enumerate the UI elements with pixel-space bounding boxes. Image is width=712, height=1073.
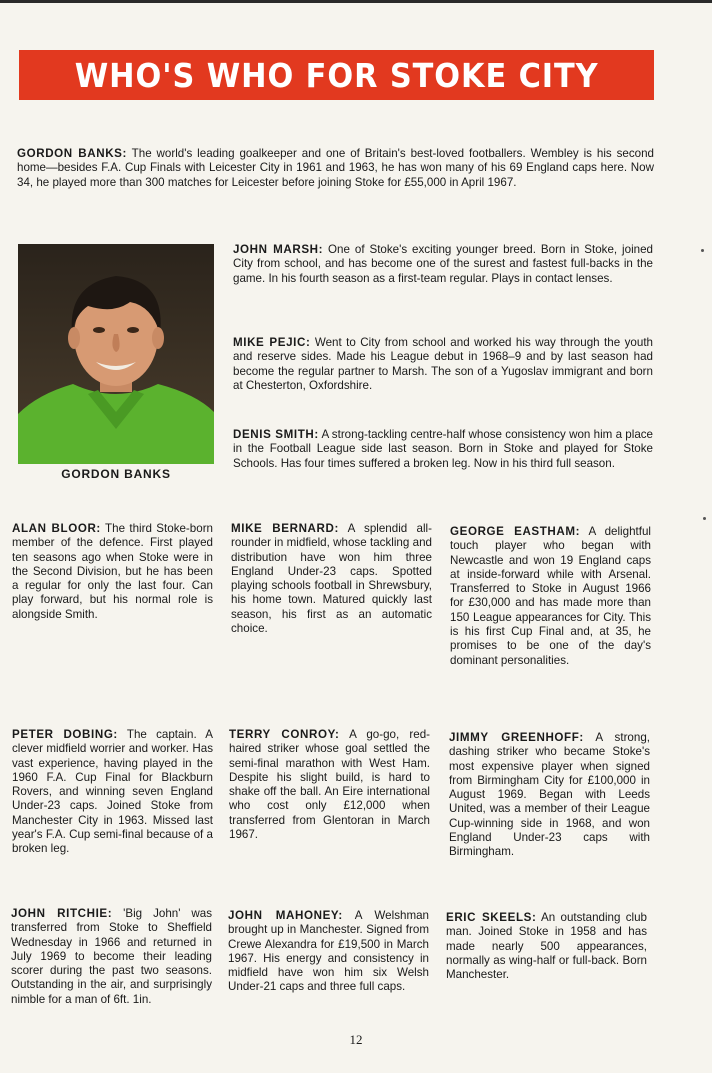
player-name: ERIC SKEELS:	[446, 911, 537, 924]
player-bio: The captain. A clever midfield worrier and worker. Has vast experience, having played in the 1960 F.A. Cup Final for Blackburn Rovers, and winning seven England Under-23 caps. Joined Stoke from Manchester City in 1963. Missed last year's F.A. Cup semi-final because of a broken leg.	[12, 728, 213, 856]
player-bio: A go-go, red-haired striker whose goal settled the semi-final marathon with West Ham. Despite his slight build, is hard to shake off the ball. An Eire international who cost only £12,000 when transferred from Glentoran in March 1967.	[229, 728, 431, 842]
player-bio: Went to City from school and worked his way through the youth and reserve sides. Made his League debut in 1968–9 and by last season had become the regular partner to Marsh. The son of a Yugoslav immigrant and born at Chesterton, Oxfordshire.	[233, 336, 653, 392]
profile-alan-bloor	[12, 522, 213, 622]
player-bio: A strong-tackling centre-half whose consistency won him a place in the Football League side last season. Born in Stoke and played for Stoke Schools. Has four times suffered a broken leg. Now in his third full season.	[233, 428, 654, 470]
print-speck	[703, 517, 706, 520]
player-bio: A splendid all-rounder in midfield, whose tackling and distribution have won him three England Under-23 caps. Spotted playing schools football in Shrewsbury, his home town. Matured quickly last season, his first as an automatic choice.	[231, 522, 432, 636]
portrait-image	[18, 244, 214, 464]
player-bio: The third Stoke-born member of the defence. First played ten seasons ago when Stoke were in the Second Division, but he has been a regular for only the last four. Can play forward, but his normal role is alongside Smith.	[12, 522, 213, 621]
profile-john-mahoney	[228, 909, 429, 995]
page-number: 12	[349, 1032, 363, 1047]
profile-peter-dobing	[12, 728, 213, 857]
player-name: JOHN MARSH:	[233, 243, 324, 256]
page-title: WHO'S WHO FOR STOKE CITY	[74, 55, 599, 95]
profile-gordon-banks	[17, 147, 654, 190]
profile-john-ritchie	[11, 907, 212, 1007]
player-name: JOHN MAHONEY:	[228, 909, 343, 922]
player-name: TERRY CONROY:	[229, 728, 340, 741]
title-banner	[19, 50, 654, 100]
photo-caption: GORDON BANKS	[61, 467, 171, 481]
top-rule	[0, 0, 712, 3]
profile-denis-smith	[233, 428, 653, 471]
player-name: MIKE BERNARD:	[231, 522, 339, 535]
player-bio: A delightful touch player who began with Newcastle and won 19 England caps at inside-forward while with Arsenal. Transferred to Stoke in August 1966 for £30,000 and has made more than 150 League appearances for City. This is his first Cup Final and, at 35, he promises to be one of the day's dominant personalities.	[450, 525, 651, 667]
player-name: DENIS SMITH:	[233, 428, 319, 441]
player-bio: A Welshman brought up in Manchester. Signed from Crewe Alexandra for £19,500 in March 1967. His energy and consistency in midfield have won him six Welsh Under-21 caps and three full caps.	[228, 909, 429, 994]
player-name: JOHN RITCHIE:	[11, 907, 113, 920]
profile-terry-conroy	[229, 728, 430, 842]
player-bio: The world's leading goalkeeper and one of Britain's best-loved footballers. Wembley is his second home—besides F.A. Cup Finals with Leicester City in 1961 and 1963, he has won many of his 69 England caps here. Now 34, he played more than 300 matches for Leicester before joining Stoke for £55,000 in April 1967.	[17, 147, 654, 189]
profile-john-marsh	[233, 243, 653, 286]
player-name: MIKE PEJIC:	[233, 336, 311, 349]
player-name: GEORGE EASTHAM:	[450, 525, 581, 538]
player-photo	[18, 244, 214, 464]
player-name: PETER DOBING:	[12, 728, 118, 741]
player-name: GORDON BANKS:	[17, 147, 127, 160]
profile-george-eastham	[450, 525, 651, 668]
profile-mike-pejic	[233, 336, 653, 393]
print-speck	[701, 249, 704, 252]
player-bio: 'Big John' was transferred from Stoke to Sheffield Wednesday in 1966 and returned in July 1969 to become their leading scorer during the past two seasons. Outstanding in the air, and surprisingly nimble for a man of 6ft. 1in.	[11, 907, 212, 1006]
profile-jimmy-greenhoff	[449, 731, 650, 860]
profile-eric-skeels	[446, 911, 647, 982]
player-name: ALAN BLOOR:	[12, 522, 101, 535]
player-bio: An outstanding club man. Joined Stoke in 1958 and has made nearly 500 appearances, normally as wing-half or full-back. Born Manchester.	[446, 911, 647, 982]
player-bio: A strong, dashing striker who became Stoke's most expensive player when signed from Birmingham City for £100,000 in August 1969. Began with Leeds United, was a member of their League Cup-winning side in 1968, and won England Under-23 caps with Birmingham.	[449, 731, 650, 859]
profile-mike-bernard	[231, 522, 432, 636]
player-name: JIMMY GREENHOFF:	[449, 731, 584, 744]
player-bio: One of Stoke's exciting younger breed. Born in Stoke, joined City from school, and has become one of the surest and fastest full-backs in the game. In his fourth season as a first-team regular. Plays in contact lenses.	[233, 243, 653, 285]
